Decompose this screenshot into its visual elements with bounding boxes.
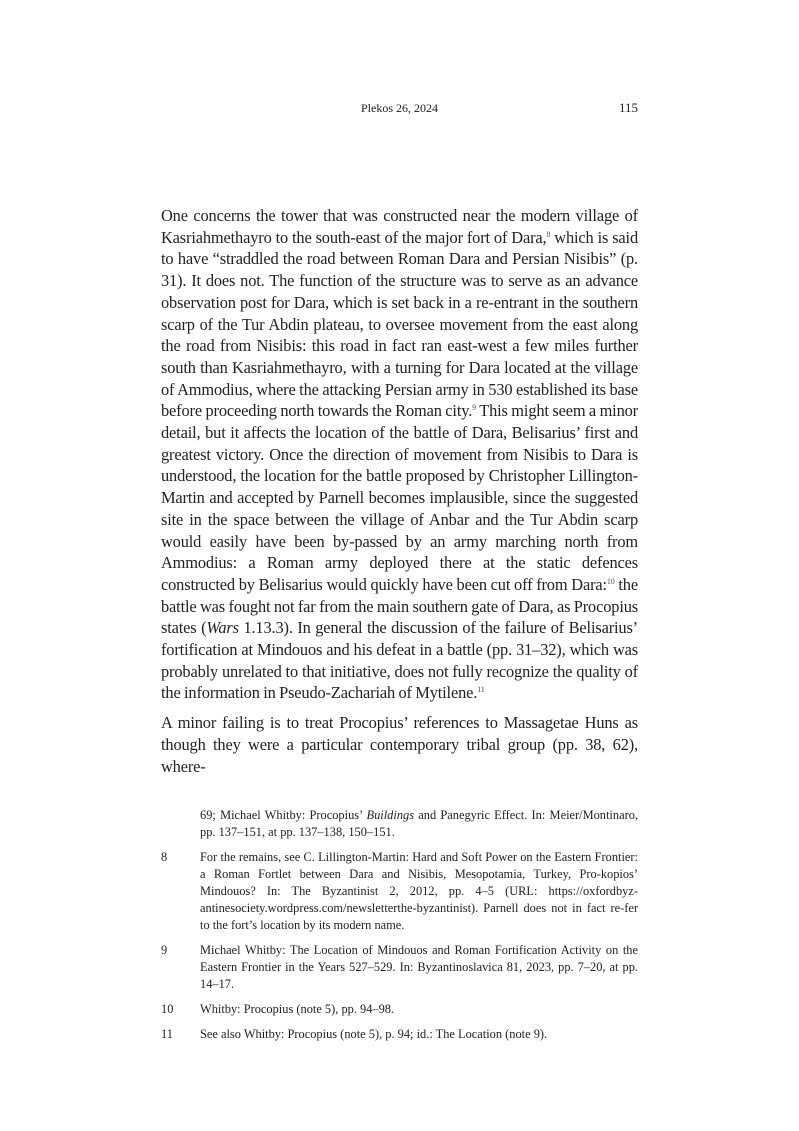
footnote-number <box>161 807 200 841</box>
text-run: 1.13.3). In general the discussion of the failure of Belisarius’ fortification at Mindouos and his defeat in a battle (pp. 31–32), which was probably unrelated to that initiative, does not fully recognize the quality of the information in Pseudo-Zachariah of Mytilene. <box>161 618 638 703</box>
text-run: Michael Whitby: The Location of Mindouos and Roman Fortification Activity on the Eastern Frontier in the Years 527–529. In: Byzantinoslavica 81, 2023, pp. 7–20, at pp. 14–17. <box>200 943 638 992</box>
footnote-ref: 8 <box>546 229 551 239</box>
text-run: the battle was fought not far from the main southern gate of Dara, as Procopius states ( <box>161 574 638 638</box>
journal-title: Plekos 26, 2024 <box>361 101 439 115</box>
running-header <box>161 100 638 116</box>
footnote-ref: 9 <box>472 403 477 413</box>
text-run: 69; Michael Whitby: Procopius’ <box>200 808 367 823</box>
footnote-text <box>200 1026 638 1043</box>
text-run: and Panegyric Effect. In: Meier/Montinaro, pp. 137–151, at pp. 137–138, 150–151. <box>200 808 638 840</box>
footnote-ref: 10 <box>606 576 615 586</box>
text-run: For the remains, see C. Lillington-Martin: Hard and Soft Power on the Eastern Frontier: a Roman Fortlet between Dara and Nisibis, Mesopotamia, Turkey, Pro-kopios’ Mindouos? In: The Byzantinist 2, 2012, pp. 4–5 (URL: https://oxfordbyz-antinesociety.wordpress.com/newsletterthe-byzantinist). Parnell does not in fact re-fer to the fort’s location by its modern name. <box>200 850 638 933</box>
footnote <box>161 1001 638 1018</box>
text-run: This might seem a minor detail, but it affects the location of the battle of Dara, Belisarius’ first and greatest victory. Once the direction of movement from Nisibis to Dara is understood, the location for the battle proposed by Christopher Lillington-Martin and accepted by Parnell becomes implausible, since the suggested site in the space between the village of Anbar and the Tur Abdin scarp would easily have been by-passed by an army marching north from Ammodius: a Roman army deployed there at the static defences constructed by Belisarius would quickly have been cut off from Dara: <box>161 401 638 594</box>
footnote-number: 9 <box>161 943 168 958</box>
text-run: A minor failing is to treat Procopius’ references to Massagetae Huns as though they were a particular contemporary tribal group (pp. 38, 62), where- <box>161 713 638 776</box>
italic-title: Buildings <box>366 808 415 823</box>
footnote-number: 8 <box>161 850 168 865</box>
footnote-text <box>200 1001 638 1018</box>
footnote-text <box>200 849 638 934</box>
footnote <box>161 942 638 993</box>
footnote-ref: 11 <box>477 685 485 695</box>
text-run: Whitby: Procopius (note 5), pp. 94–98. <box>200 1002 395 1017</box>
italic-title: Wars <box>206 618 239 638</box>
paragraph <box>161 205 638 704</box>
footnote-number: 10 <box>161 1002 174 1017</box>
body-text <box>161 205 638 777</box>
footnote-text <box>200 807 638 841</box>
footnote <box>161 807 638 841</box>
footnote-number: 11 <box>161 1027 173 1042</box>
text-run: which is said to have “straddled the road between Roman Dara and Persian Nisibis” (p. 31). It does not. The function of the structure was to serve as an advance observation post for Dara, which is set back in a re-entrant in the southern scarp of the Tur Abdin plateau, to oversee movement from the east along the road from Nisibis: this road in fact ran east-west a few miles further south than Kasriahmethayro, with a turning for Dara located at the village of Ammodius, where the attacking Persian army in 530 established its base before proceeding north towards the Roman city. <box>161 227 638 421</box>
footnotes <box>161 807 638 1043</box>
page-number: 115 <box>618 100 639 115</box>
paragraph <box>161 712 638 777</box>
footnote <box>161 849 638 934</box>
text-run: See also Whitby: Procopius (note 5), p. 94; id.: The Location (note 9). <box>200 1027 548 1042</box>
footnote-text <box>200 942 638 993</box>
footnote <box>161 1026 638 1043</box>
text-run: One concerns the tower that was constructed near the modern village of Kasriahmethayro to the south-east of the major fort of Dara, <box>161 206 638 247</box>
page-content <box>161 205 638 1051</box>
